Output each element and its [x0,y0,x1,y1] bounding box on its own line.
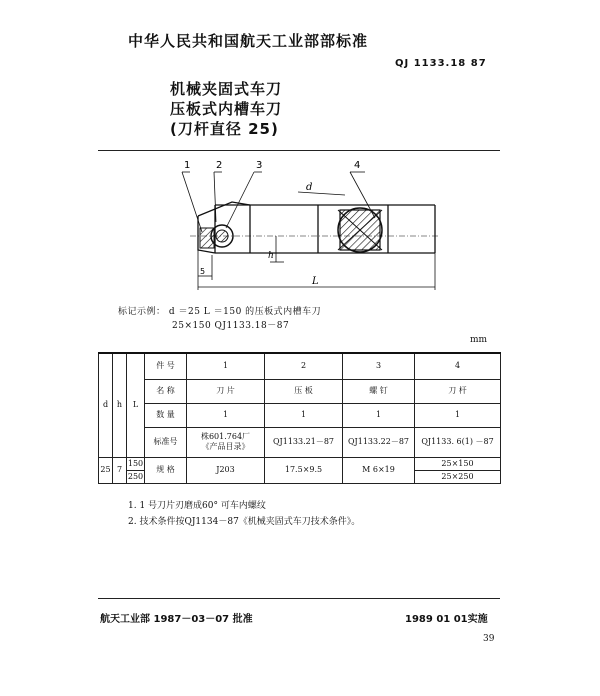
standard-1-line-2: 《产品目录》 [201,442,250,451]
title-line-2: 压板式内槽车刀 [170,100,283,118]
spec-2: 17.5×9.5 [265,457,343,483]
unit-label: mm [470,335,488,345]
qty-1: 1 [187,403,265,427]
issuing-organization: 中华人民共和国航天工业部部标准 [128,32,369,50]
section-view [338,208,382,252]
header-d: d [99,353,113,457]
header-h: h [113,353,127,457]
marking-example-line-2: 25×150 QJ1133.18－87 [172,321,290,331]
callout-3: 3 [256,160,263,171]
qty-2: 1 [265,403,343,427]
row-label-spec: 规 格 [145,457,187,483]
callout-4: 4 [354,160,361,171]
value-h: 7 [113,457,127,483]
spec-4-a: 25×150 [415,457,501,470]
part-no-4: 4 [415,353,501,379]
dim-d: d [306,182,313,193]
header-L: L [127,353,145,457]
dim-h: h [268,251,274,261]
name-3: 螺 钉 [343,379,415,403]
part-no-1: 1 [187,353,265,379]
tool-shank-outline [215,205,435,253]
title-line-3: (刀杆直径 25) [170,120,279,138]
row-label-part-no: 件 号 [145,353,187,379]
note-1: 1. 1 号刀片刃磨成60° 可车内螺纹 [128,501,266,511]
qty-3: 1 [343,403,415,427]
name-4: 刀 杆 [415,379,501,403]
callout-1: 1 [184,160,191,171]
footer-rule [98,598,500,599]
row-label-name: 名 称 [145,379,187,403]
approval-date: 航天工业部 1987－03－07 批准 [100,614,253,625]
value-d: 25 [99,457,113,483]
standard-code: QJ 1133.18 87 [395,58,487,69]
title-line-1: 机械夹固式车刀 [170,80,283,98]
spec-1: J203 [187,457,265,483]
row-label-qty: 数 量 [145,403,187,427]
standard-1-line-1: 株601.764厂 [200,432,251,441]
parts-table [98,352,501,484]
name-2: 压 板 [265,379,343,403]
dim-L: L [312,276,319,287]
dim-s: 5 [200,267,206,276]
tool-drawing [150,150,450,300]
implementation-date: 1989 01 01实施 [405,614,488,625]
value-L1: 150 [127,457,145,470]
standard-2: QJ1133.21－87 [265,427,343,457]
standard-3: QJ1133.22－87 [343,427,415,457]
part-no-2: 2 [265,353,343,379]
name-1: 刀 片 [187,379,265,403]
spec-3: M 6×19 [343,457,415,483]
part-no-3: 3 [343,353,415,379]
standard-1 [187,427,265,457]
spec-4-b: 25×250 [415,470,501,483]
note-2: 2. 技术条件按QJ1134－87《机械夹固式车刀技术条件》。 [128,517,361,527]
page-number: 39 [483,634,495,644]
callout-2: 2 [216,160,223,171]
standard-4: QJ1133. 6(1) －87 [415,427,501,457]
value-L2: 250 [127,470,145,483]
row-label-standard: 标准号 [145,427,187,457]
marking-example-line-1: 标记示例： d ＝25 L ＝150 的压板式内槽车刀 [118,307,322,317]
qty-4: 1 [415,403,501,427]
